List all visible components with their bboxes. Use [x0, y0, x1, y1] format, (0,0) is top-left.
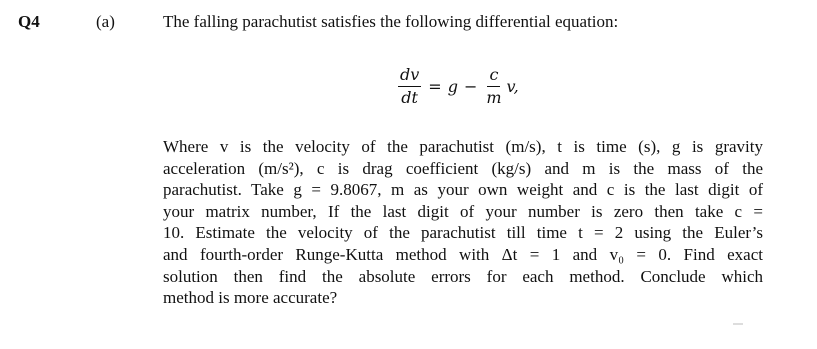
question-body — [163, 136, 763, 309]
drag-numerator: c — [487, 65, 500, 87]
derivative-fraction — [398, 65, 421, 108]
body-line: and fourth-order Runge-Kutta method with Δt = 1 and v₀ = 0. Find exact — [163, 244, 763, 264]
derivative-denominator: dt — [401, 87, 418, 107]
question-number: Q4 — [18, 12, 40, 31]
drag-fraction — [484, 65, 503, 108]
minus-sign: − — [463, 76, 478, 96]
differential-equation — [396, 58, 520, 114]
equals-sign: = — [428, 76, 442, 96]
body-line: solution then find the absolute errors for each method. Conclude which — [163, 266, 763, 286]
body-line: parachutist. Take g = 9.8067, m as your own weight and c is the last digit of — [163, 180, 763, 200]
body-line: acceleration (m/s²), c is drag coefficient (kg/s) and m is the mass of the — [163, 158, 763, 178]
body-line: method is more accurate? — [163, 288, 338, 308]
drag-denominator: m — [486, 87, 502, 107]
body-line: your matrix number, If the last digit of your number is zero then take c = — [163, 201, 763, 221]
question-part: (a) — [96, 12, 115, 31]
body-line: 10. Estimate the velocity of the parachutist till time t = 2 using the Euler’s — [163, 223, 763, 243]
derivative-numerator: dv — [398, 65, 421, 87]
body-line: Where v is the velocity of the parachutist (m/s), t is time (s), g is gravity — [163, 137, 763, 156]
gravity-symbol: g — [447, 76, 458, 96]
stray-pen-mark — [733, 323, 743, 325]
question-intro: The falling parachutist satisfies the following differential equation: — [163, 12, 619, 31]
velocity-symbol: v, — [506, 76, 519, 96]
